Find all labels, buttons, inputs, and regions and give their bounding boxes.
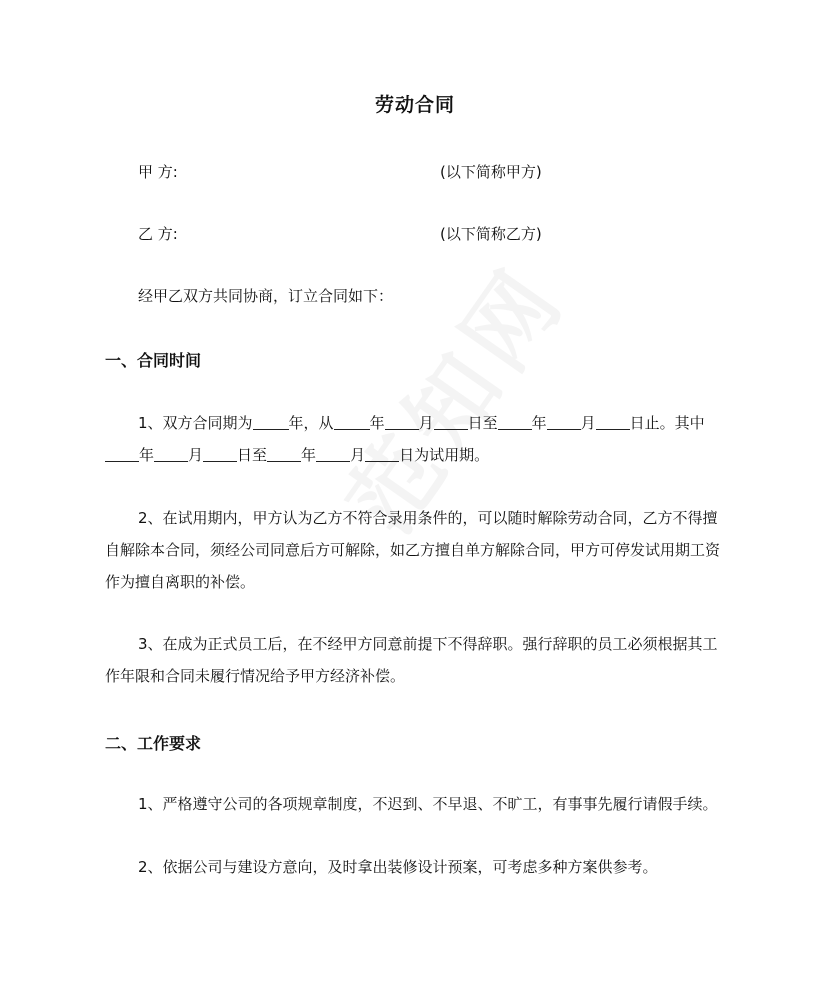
blank-field[interactable] bbox=[267, 445, 301, 462]
text-segment: 日至 bbox=[237, 446, 268, 464]
text-segment: 日至 bbox=[467, 414, 498, 432]
section-1-item-3: 3、在成为正式员工后，在不经甲方同意前提下不得辞职。强行辞职的员工必须根据其工作年限和合同未履行情况给予甲方经济补偿。 bbox=[105, 635, 718, 685]
text-segment: 年 bbox=[139, 446, 155, 464]
section-1-heading: 一、合同时间 bbox=[105, 351, 202, 370]
blank-field[interactable] bbox=[154, 445, 188, 462]
blank-field[interactable] bbox=[365, 445, 399, 462]
section-2-heading: 二、工作要求 bbox=[105, 734, 202, 753]
text-segment: 日为试用期。 bbox=[399, 446, 490, 464]
text-segment: 年 bbox=[369, 414, 385, 432]
text-segment: 1、双方合同期为 bbox=[138, 414, 253, 432]
section-2-item-2: 2、依据公司与建设方意向，及时拿出装修设计预案，可考虑多种方案供参考。 bbox=[138, 858, 658, 876]
blank-field[interactable] bbox=[385, 413, 419, 430]
text-segment: 年 bbox=[531, 414, 547, 432]
text-segment: 月 bbox=[418, 414, 434, 432]
section-2-item-1: 1、严格遵守公司的各项规章制度，不迟到、不早退、不旷工，有事事先履行请假手续。 bbox=[138, 795, 718, 813]
text-segment: 月 bbox=[188, 446, 204, 464]
blank-field[interactable] bbox=[334, 413, 370, 430]
section-1-item-1 bbox=[105, 407, 730, 471]
party-b-label: 乙 方: bbox=[138, 225, 178, 243]
blank-field[interactable] bbox=[203, 445, 237, 462]
blank-field[interactable] bbox=[498, 413, 532, 430]
intro-text: 经甲乙双方共同协商，订立合同如下： bbox=[138, 287, 394, 305]
blank-field[interactable] bbox=[105, 445, 139, 462]
text-segment: 月 bbox=[350, 446, 366, 464]
text-segment: 月 bbox=[580, 414, 596, 432]
party-a-label: 甲 方: bbox=[138, 163, 178, 181]
text-segment: 日止。其中 bbox=[629, 414, 705, 432]
blank-field[interactable] bbox=[434, 413, 468, 430]
blank-field[interactable] bbox=[316, 445, 350, 462]
page-title: 劳动合同 bbox=[374, 94, 455, 116]
text-segment: 年 bbox=[301, 446, 317, 464]
party-b-note: (以下简称乙方) bbox=[440, 225, 542, 243]
party-a-note: (以下简称甲方) bbox=[440, 163, 542, 181]
blank-field[interactable] bbox=[547, 413, 581, 430]
blank-field[interactable] bbox=[596, 413, 630, 430]
blank-field[interactable] bbox=[253, 413, 289, 430]
text-segment: 年，从 bbox=[288, 414, 334, 432]
section-1-item-2: 2、在试用期内，甲方认为乙方不符合录用条件的，可以随时解除劳动合同，乙方不得擅自解除本合同，须经公司同意后方可解除，如乙方擅自单方解除合同，甲方可停发试用期工资作为擅自离职的补偿。 bbox=[105, 509, 721, 591]
